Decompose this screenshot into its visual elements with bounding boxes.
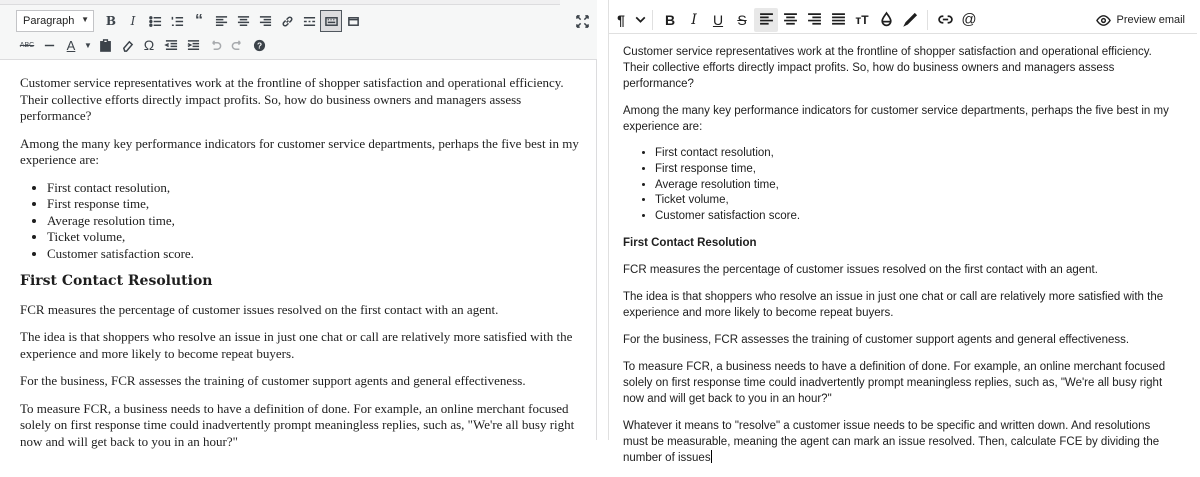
list-item: • Average resolution time, — [655, 178, 1173, 194]
link-icon — [281, 15, 294, 28]
bulleted-list-button[interactable] — [144, 10, 166, 32]
undo-button[interactable] — [204, 34, 226, 56]
mention-button[interactable]: @ — [961, 11, 977, 28]
align-right-button[interactable] — [254, 10, 276, 32]
format-select-value: Paragraph — [23, 15, 75, 27]
paragraph-text: Whatever it means to "resolve" a customer issue needs to be specific and written down. And resolutions must be measurable, meaning the agent can mark an issue resolved. Then, calculate FCE by dividing the number of issues — [623, 419, 1160, 464]
horizontal-line-button[interactable] — [38, 34, 60, 56]
help-button[interactable] — [248, 34, 270, 56]
redo-button[interactable] — [226, 34, 248, 56]
paragraph: FCR measures the percentage of customer issues resolved on the first contact with an agent. — [623, 263, 1098, 276]
text-color-button[interactable] — [874, 8, 898, 32]
fullscreen-icon — [576, 15, 589, 28]
list-item: • First response time, — [655, 162, 1173, 178]
link-icon — [938, 12, 953, 27]
blockquote-button[interactable] — [188, 10, 210, 32]
read-more-icon — [303, 15, 316, 28]
kpi-list — [655, 146, 1173, 225]
italic-button[interactable]: I — [691, 11, 697, 28]
toolbar-row-2 — [16, 32, 270, 58]
strikethrough-button[interactable] — [16, 34, 38, 56]
align-center-icon — [237, 15, 250, 28]
toolbar-toggle-button[interactable] — [320, 10, 342, 32]
list-item: • Ticket volume, — [47, 229, 592, 246]
align-center-button[interactable] — [778, 8, 802, 32]
strikethrough-button[interactable]: S — [737, 11, 747, 28]
indent-button[interactable] — [182, 34, 204, 56]
section-heading: First Contact Resolution — [623, 236, 757, 249]
paragraph: Among the many key performance indicators for customer service departments, perhaps the five best in my experience are: — [20, 135, 579, 167]
paragraph: Customer service representatives work at the frontline of shopper satisfaction and operational efficiency. Their collective efforts directly impact profits. So, how do business owners and managers assess performance? — [623, 46, 1152, 90]
numbered-list-icon — [171, 15, 184, 28]
outdent-button[interactable] — [160, 34, 182, 56]
redo-icon — [231, 39, 244, 52]
strikethrough-label: ABC — [19, 41, 35, 49]
quote-icon: “ — [195, 12, 203, 29]
text-color-button[interactable] — [60, 34, 82, 56]
list-item: • First contact resolution, — [47, 180, 592, 197]
undo-icon — [209, 39, 222, 52]
align-right-icon — [807, 12, 822, 27]
help-icon — [253, 39, 266, 52]
italic-button[interactable]: I — [130, 14, 136, 28]
clipboard-icon — [99, 39, 112, 52]
classic-editor — [0, 0, 597, 449]
list-item: • Customer satisfaction score. — [655, 209, 1173, 225]
text-color-dropdown[interactable] — [82, 34, 94, 56]
align-justify-icon — [831, 12, 846, 27]
text-cursor — [711, 450, 712, 463]
list-item: • First contact resolution, — [655, 146, 1173, 162]
outdent-icon — [165, 39, 178, 52]
paste-as-text-button[interactable] — [94, 34, 116, 56]
paragraph: To measure FCR, a business needs to have a definition of done. For example, an online merchant focused solely on first response time could inadvertently prompt meaningless replies, such as, "We're all busy right now and will get back to you in an hour?" — [623, 360, 1166, 405]
email-editor — [608, 0, 1196, 464]
preview-email-button[interactable] — [1096, 8, 1185, 32]
paragraph — [623, 418, 1173, 466]
droplet-icon — [879, 12, 894, 27]
block-type-button[interactable]: ¶ — [617, 11, 625, 28]
indent-icon — [187, 39, 200, 52]
caret-down-icon: ▼ — [81, 15, 89, 24]
align-justify-button[interactable] — [826, 8, 850, 32]
underline-button[interactable]: U — [712, 11, 724, 28]
classic-editor-toolbar — [0, 0, 597, 60]
special-character-button[interactable]: Ω — [143, 37, 155, 53]
bold-button[interactable]: B — [664, 11, 676, 28]
bold-button[interactable]: B — [105, 14, 117, 28]
align-left-button[interactable] — [210, 10, 232, 32]
align-right-icon — [259, 15, 272, 28]
list-item: • Average resolution time, — [47, 213, 592, 230]
paragraph: FCR measures the percentage of customer issues resolved on the first contact with an agent. — [20, 301, 499, 317]
align-left-icon — [215, 15, 228, 28]
svg-text:?: ? — [256, 39, 262, 50]
bulleted-list-icon — [149, 15, 162, 28]
classic-editor-content[interactable] — [20, 75, 592, 461]
align-center-button[interactable] — [232, 10, 254, 32]
align-right-button[interactable] — [802, 8, 826, 32]
chevron-down-icon — [633, 12, 648, 27]
align-center-icon — [783, 12, 798, 27]
font-size-button[interactable]: тT — [855, 12, 869, 27]
kpi-list — [47, 180, 592, 263]
align-left-icon — [759, 12, 774, 27]
fullscreen-button[interactable] — [571, 10, 593, 32]
toolbar-row-1 — [16, 8, 364, 34]
paragraph: Customer service representatives work at the frontline of shopper satisfaction and operational efficiency. Their collective efforts directly impact profits. So, how do business owners and managers assess performance? — [20, 75, 564, 123]
eraser-icon — [121, 39, 134, 52]
text-color-label: A — [66, 37, 76, 53]
email-editor-content[interactable] — [623, 44, 1173, 477]
clear-formatting-button[interactable] — [116, 34, 138, 56]
horizontal-line-icon — [43, 39, 56, 52]
list-item: • First response time, — [47, 196, 592, 213]
read-more-button[interactable] — [298, 10, 320, 32]
caret-down-icon: ▼ — [84, 40, 92, 50]
block-type-dropdown[interactable] — [633, 8, 647, 32]
paragraph: To measure FCR, a business needs to have a definition of done. For example, an online merchant focused solely on first response time could inadvertently prompt meaningless replies, such as, "We're all busy right now and will get back to you in an hour?" — [20, 400, 575, 449]
format-select[interactable] — [16, 10, 94, 32]
paragraph: For the business, FCR assesses the training of customer support agents and general effectiveness. — [20, 373, 526, 388]
section-heading: First Contact Resolution — [20, 273, 213, 289]
align-left-button[interactable] — [754, 8, 778, 32]
numbered-list-button[interactable] — [166, 10, 188, 32]
eye-icon — [1096, 13, 1111, 28]
highlighter-icon — [903, 12, 918, 27]
email-editor-toolbar — [609, 6, 1197, 34]
toolbar-divider — [652, 10, 653, 30]
paragraph: Among the many key performance indicators for customer service departments, perhaps the five best in my experience are: — [623, 105, 1169, 133]
window-icon — [347, 15, 360, 28]
toolbar-divider — [927, 10, 928, 30]
preview-email-label: Preview email — [1116, 14, 1185, 26]
keyboard-icon — [325, 15, 338, 28]
paragraph: For the business, FCR assesses the training of customer support agents and general effectiveness. — [623, 333, 1130, 346]
paragraph: The idea is that shoppers who resolve an issue in just one chat or call are relatively more satisfied with the experience and more likely to become repeat buyers. — [20, 329, 573, 361]
insert-link-button[interactable] — [276, 10, 298, 32]
list-item: • Ticket volume, — [655, 193, 1173, 209]
paragraph: The idea is that shoppers who resolve an issue in just one chat or call are relatively more satisfied with the experience and more likely to become repeat buyers. — [623, 290, 1164, 319]
editor-tabs-strip — [0, 0, 560, 5]
list-item: • Customer satisfaction score. — [47, 246, 592, 263]
highlight-button[interactable] — [898, 8, 922, 32]
link-button[interactable] — [933, 8, 957, 32]
distraction-free-button[interactable] — [342, 10, 364, 32]
